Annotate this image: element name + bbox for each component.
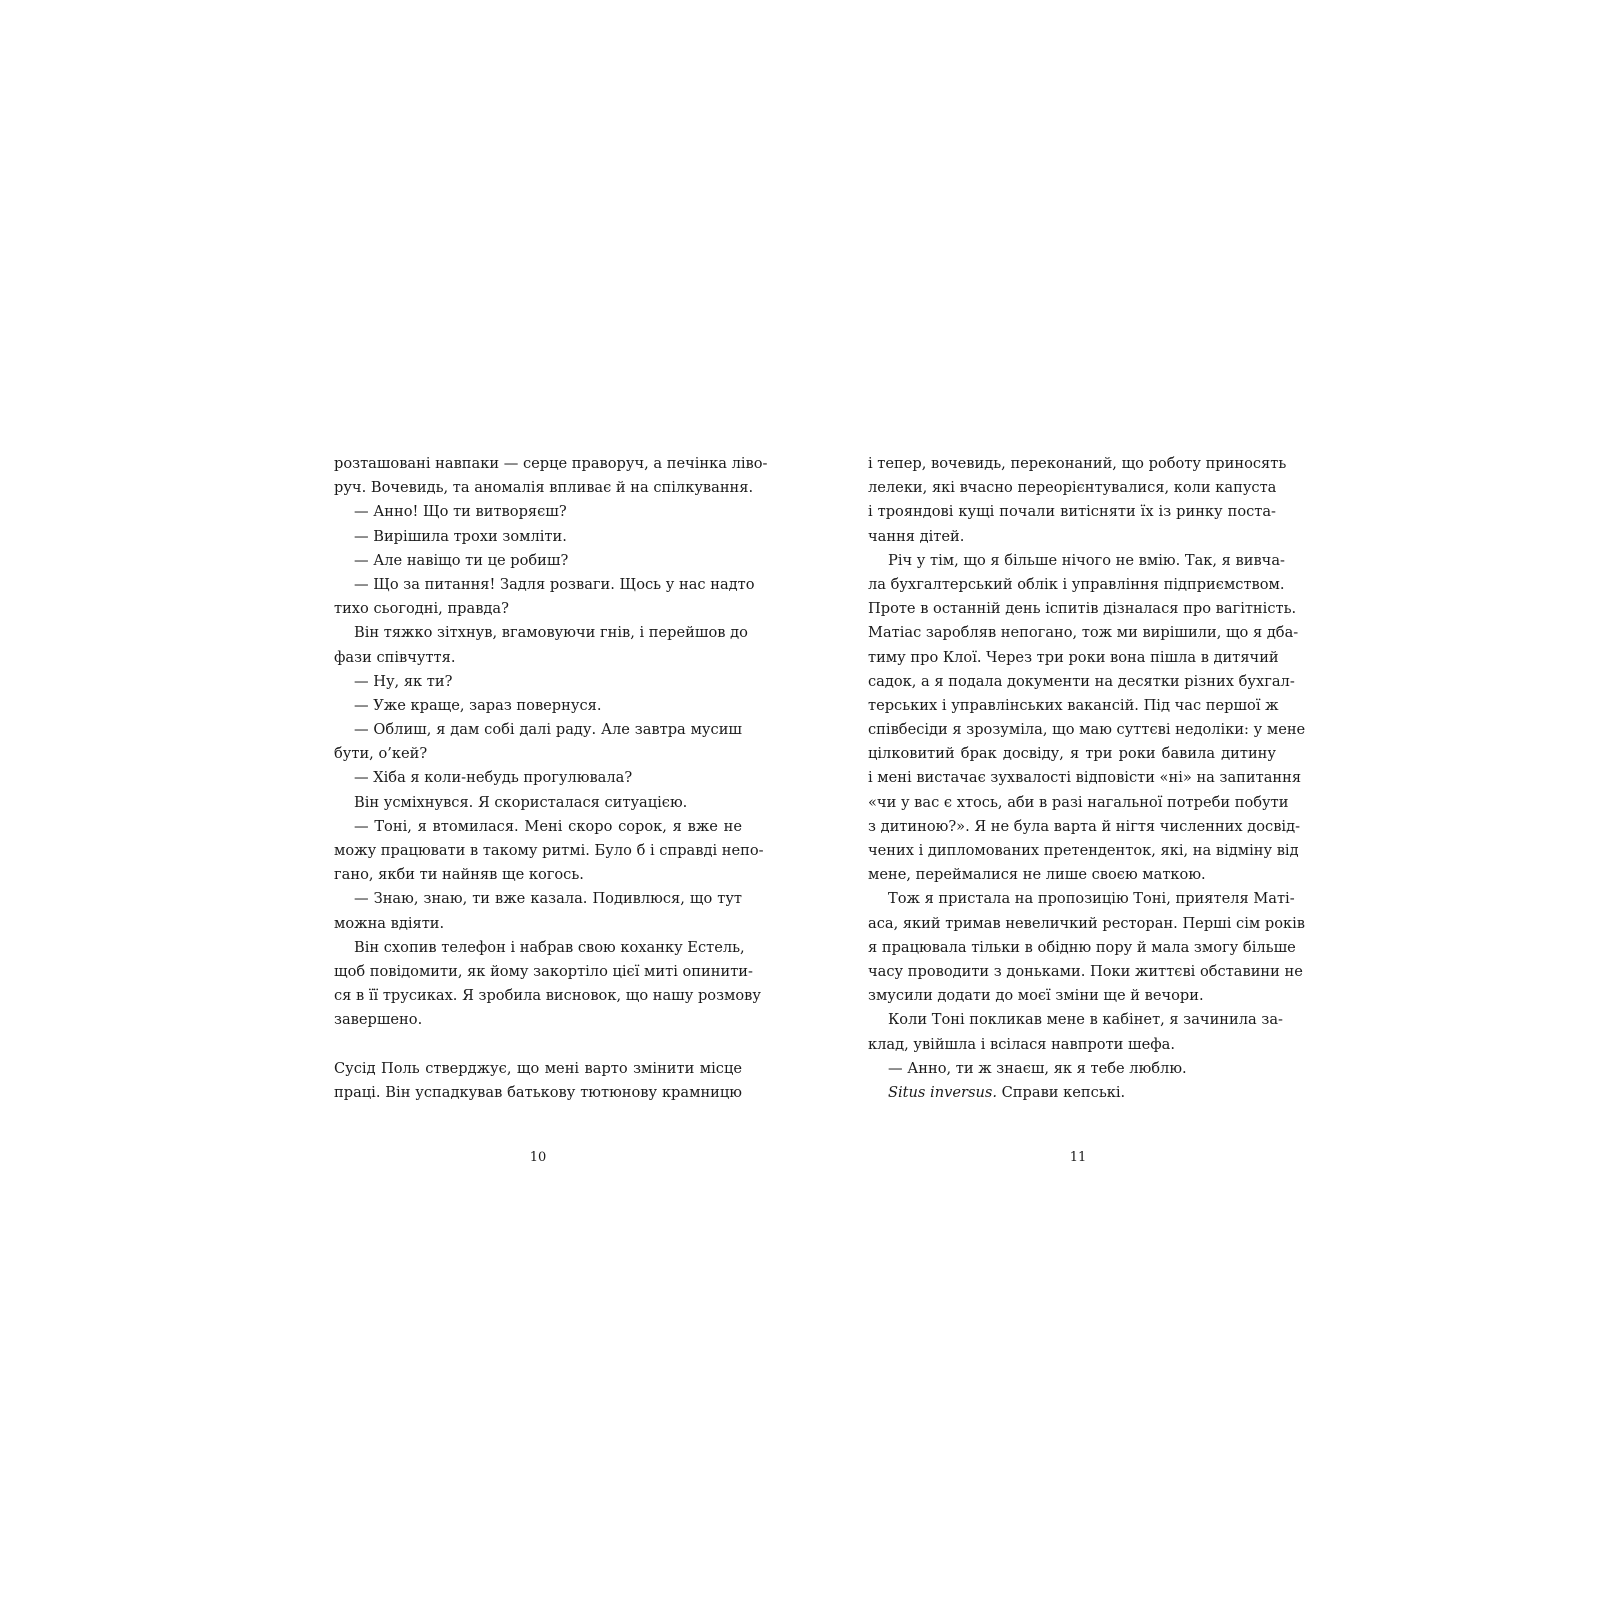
- text-line: руч. Вочевидь, та аномалія впливає й на спілкування.: [334, 479, 754, 497]
- text-line: — Знаю, знаю, ти вже казала. Подивлюся, що тут: [354, 890, 742, 908]
- text-line: Він усміхнувся. Я скористалася ситуацією.: [354, 793, 688, 811]
- text-line: і мені вистачає зухвалості відповісти «ні» на запитання: [868, 769, 1302, 787]
- right-page: [868, 452, 1306, 1105]
- page-number-left: 10: [529, 1150, 547, 1165]
- page-number-right: 11: [1069, 1150, 1087, 1165]
- text-line: Він схопив телефон і набрав свою коханку Естель,: [354, 938, 745, 956]
- text-line: гано, якби ти найняв ще когось.: [334, 866, 584, 884]
- text-line: Річ у тім, що я більше нічого не вмію. Так, я вивча-: [888, 551, 1285, 569]
- text-line: — Уже краще, зараз повернуся.: [354, 696, 602, 714]
- text-line: садок, а я подала документи на десятки різних бухгал-: [868, 672, 1295, 690]
- text-line: можна вдіяти.: [334, 914, 445, 932]
- text-line: — Тоні, я втомилася. Мені скоро сорок, я вже не: [354, 817, 742, 835]
- text-line: ся в її трусиках. Я зробила висновок, що нашу розмову: [334, 987, 761, 1005]
- text-line: — Облиш, я дам собі далі раду. Але завтра мусиш: [354, 721, 742, 739]
- text-line: співбесіди я зрозуміла, що маю суттєві недоліки: у мене: [868, 721, 1306, 739]
- text-line: — Хіба я коли-небудь прогулювала?: [354, 769, 633, 787]
- text-line: тиму про Клої. Через три роки вона пішла в дитячий: [868, 648, 1279, 666]
- text-line: чання дітей.: [868, 527, 965, 545]
- text-line: тихо сьогодні, правда?: [334, 600, 509, 618]
- text-line: терських і управлінських вакансій. Під час першої ж: [868, 696, 1279, 714]
- text-line: і трояндові кущі почали витісняти їх із ринку поста-: [868, 503, 1276, 521]
- text-line: ла бухгалтерський облік і управління підприємством.: [868, 575, 1285, 593]
- left-page: [334, 452, 768, 1105]
- text-line: Сусід Поль стверджує, що мені варто змінити місце: [334, 1059, 742, 1077]
- text-line: — Що за питання! Задля розваги. Щось у нас надто: [354, 575, 755, 593]
- text-line: щоб повідомити, як йому закортіло цієї миті опинити-: [334, 962, 753, 980]
- text-line: — Анно! Що ти витворяєш?: [354, 503, 567, 521]
- text-line: Він тяжко зітхнув, вгамовуючи гнів, і перейшов до: [354, 624, 748, 642]
- line-text: Справи кепські.: [1001, 1083, 1126, 1101]
- text-line: бути, о’кей?: [334, 745, 428, 763]
- text-line: клад, увійшла і всілася навпроти шефа.: [868, 1035, 1175, 1053]
- text-line: праці. Він успадкував батькову тютюнову крамницю: [334, 1083, 742, 1101]
- text-line: лелеки, які вчасно переорієнтувалися, коли капуста: [868, 479, 1277, 497]
- text-line: часу проводити з доньками. Поки життєві обставини не: [868, 962, 1303, 980]
- text-line: — Ну, як ти?: [354, 672, 453, 690]
- text-line: з дитиною?». Я не була варта й нігтя численних досвід-: [868, 817, 1301, 835]
- text-line: [868, 1081, 1276, 1105]
- text-line: змусили додати до моєї зміни ще й вечори.: [868, 987, 1204, 1005]
- text-line: Проте в останній день іспитів дізналася про вагітність.: [868, 600, 1297, 618]
- text-line: можу працювати в такому ритмі. Було б і справді непо-: [334, 842, 764, 859]
- text-line: фази співчуття.: [334, 648, 456, 666]
- section-break: [334, 1033, 742, 1057]
- text-line: мене, переймалися не лише своєю маткою.: [868, 866, 1206, 884]
- text-line: — Але навіщо ти це робиш?: [354, 551, 569, 569]
- italic-term: Situs inversus.: [888, 1083, 997, 1101]
- text-line: чених і дипломованих претенденток, які, на відміну від: [868, 842, 1299, 859]
- text-line: «чи у вас є хтось, аби в разі нагальної потреби побути: [868, 793, 1289, 811]
- text-line: я працювала тільки в обідню пору й мала змогу більше: [868, 938, 1296, 956]
- text-line: — Вирішила трохи зомліти.: [354, 527, 567, 545]
- text-line: Матіас заробляв непогано, тож ми вирішили, що я дба-: [868, 624, 1299, 642]
- text-line: цілковитий брак досвіду, я три роки бавила дитину: [868, 745, 1276, 763]
- text-line: — Анно, ти ж знаєш, як я тебе люблю.: [888, 1059, 1187, 1077]
- text-line: завершено.: [334, 1011, 423, 1029]
- text-line: Тож я пристала на пропозицію Тоні, приятеля Маті-: [888, 890, 1295, 908]
- text-line: аса, який тримав невеличкий ресторан. Перші сім років: [868, 914, 1306, 932]
- text-line: розташовані навпаки — серце праворуч, а печінка ліво-: [334, 455, 768, 472]
- text-line: і тепер, вочевидь, переконаний, що роботу приносять: [868, 455, 1287, 472]
- text-line: Коли Тоні покликав мене в кабінет, я зачинила за-: [888, 1011, 1283, 1029]
